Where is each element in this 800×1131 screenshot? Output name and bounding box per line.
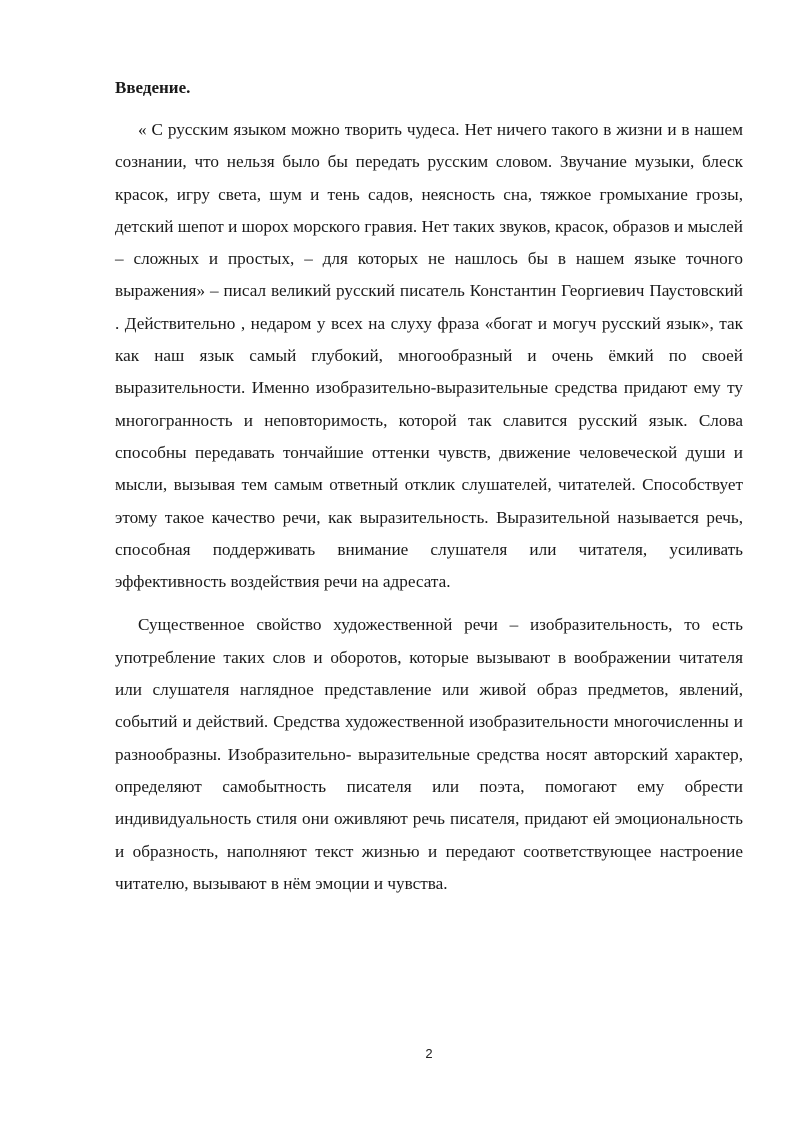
paragraph-2: Существенное свойство художественной речи – изобразительность, то есть употребление таких слов и оборотов, которые вызывают в воображении читателя или слушателя наглядное представление или живой образ предметов, явлений, событий и действий. Средства художественной изобразительности многочисленны и разнообразны. Изобразительно- выразительные средства носят авторский характер, определяют самобытность писателя или поэта, помогают ему обрести индивидуальность стиля они оживляют речь писателя, придают ей эмоциональность и образность, наполняют текст жизнью и передают соответствующее настроение читателю, вызывают в нём эмоции и чувства. bbox=[115, 615, 743, 893]
document-page bbox=[115, 72, 743, 900]
page-number: 2 bbox=[425, 1046, 433, 1061]
section-heading: Введение. bbox=[115, 78, 191, 97]
paragraph-1: « С русским языком можно творить чудеса. Нет ничего такого в жизни и в нашем сознании, что нельзя было бы передать русским словом. Звучание музыки, блеск красок, игру света, шум и тень садов, неясность сна, тяжкое громыхание грозы, детский шепот и шорох морского гравия. Нет таких звуков, красок, образов и мыслей – сложных и простых, – для которых не нашлось бы в нашем языке точного выражения» – писал великий русский писатель Константин Георгиевич Паустовский . Действительно , недаром у всех на слуху фраза «богат и могуч русский язык», так как наш язык самый глубокий, многообразный и очень ёмкий по своей выразительности. Именно изобразительно-выразительные средства придают ему ту многогранность и неповторимость, которой так славится русский язык. Слова способны передавать тончайшие оттенки чувств, движение человеческой души и мысли, вызывая тем самым ответный отклик слушателей, читателей. Способствует этому такое качество речи, как выразительность. Выразительной называется речь, способная поддерживать внимание слушателя или читателя, усиливать эффективность воздействия речи на адресата. bbox=[115, 120, 743, 592]
